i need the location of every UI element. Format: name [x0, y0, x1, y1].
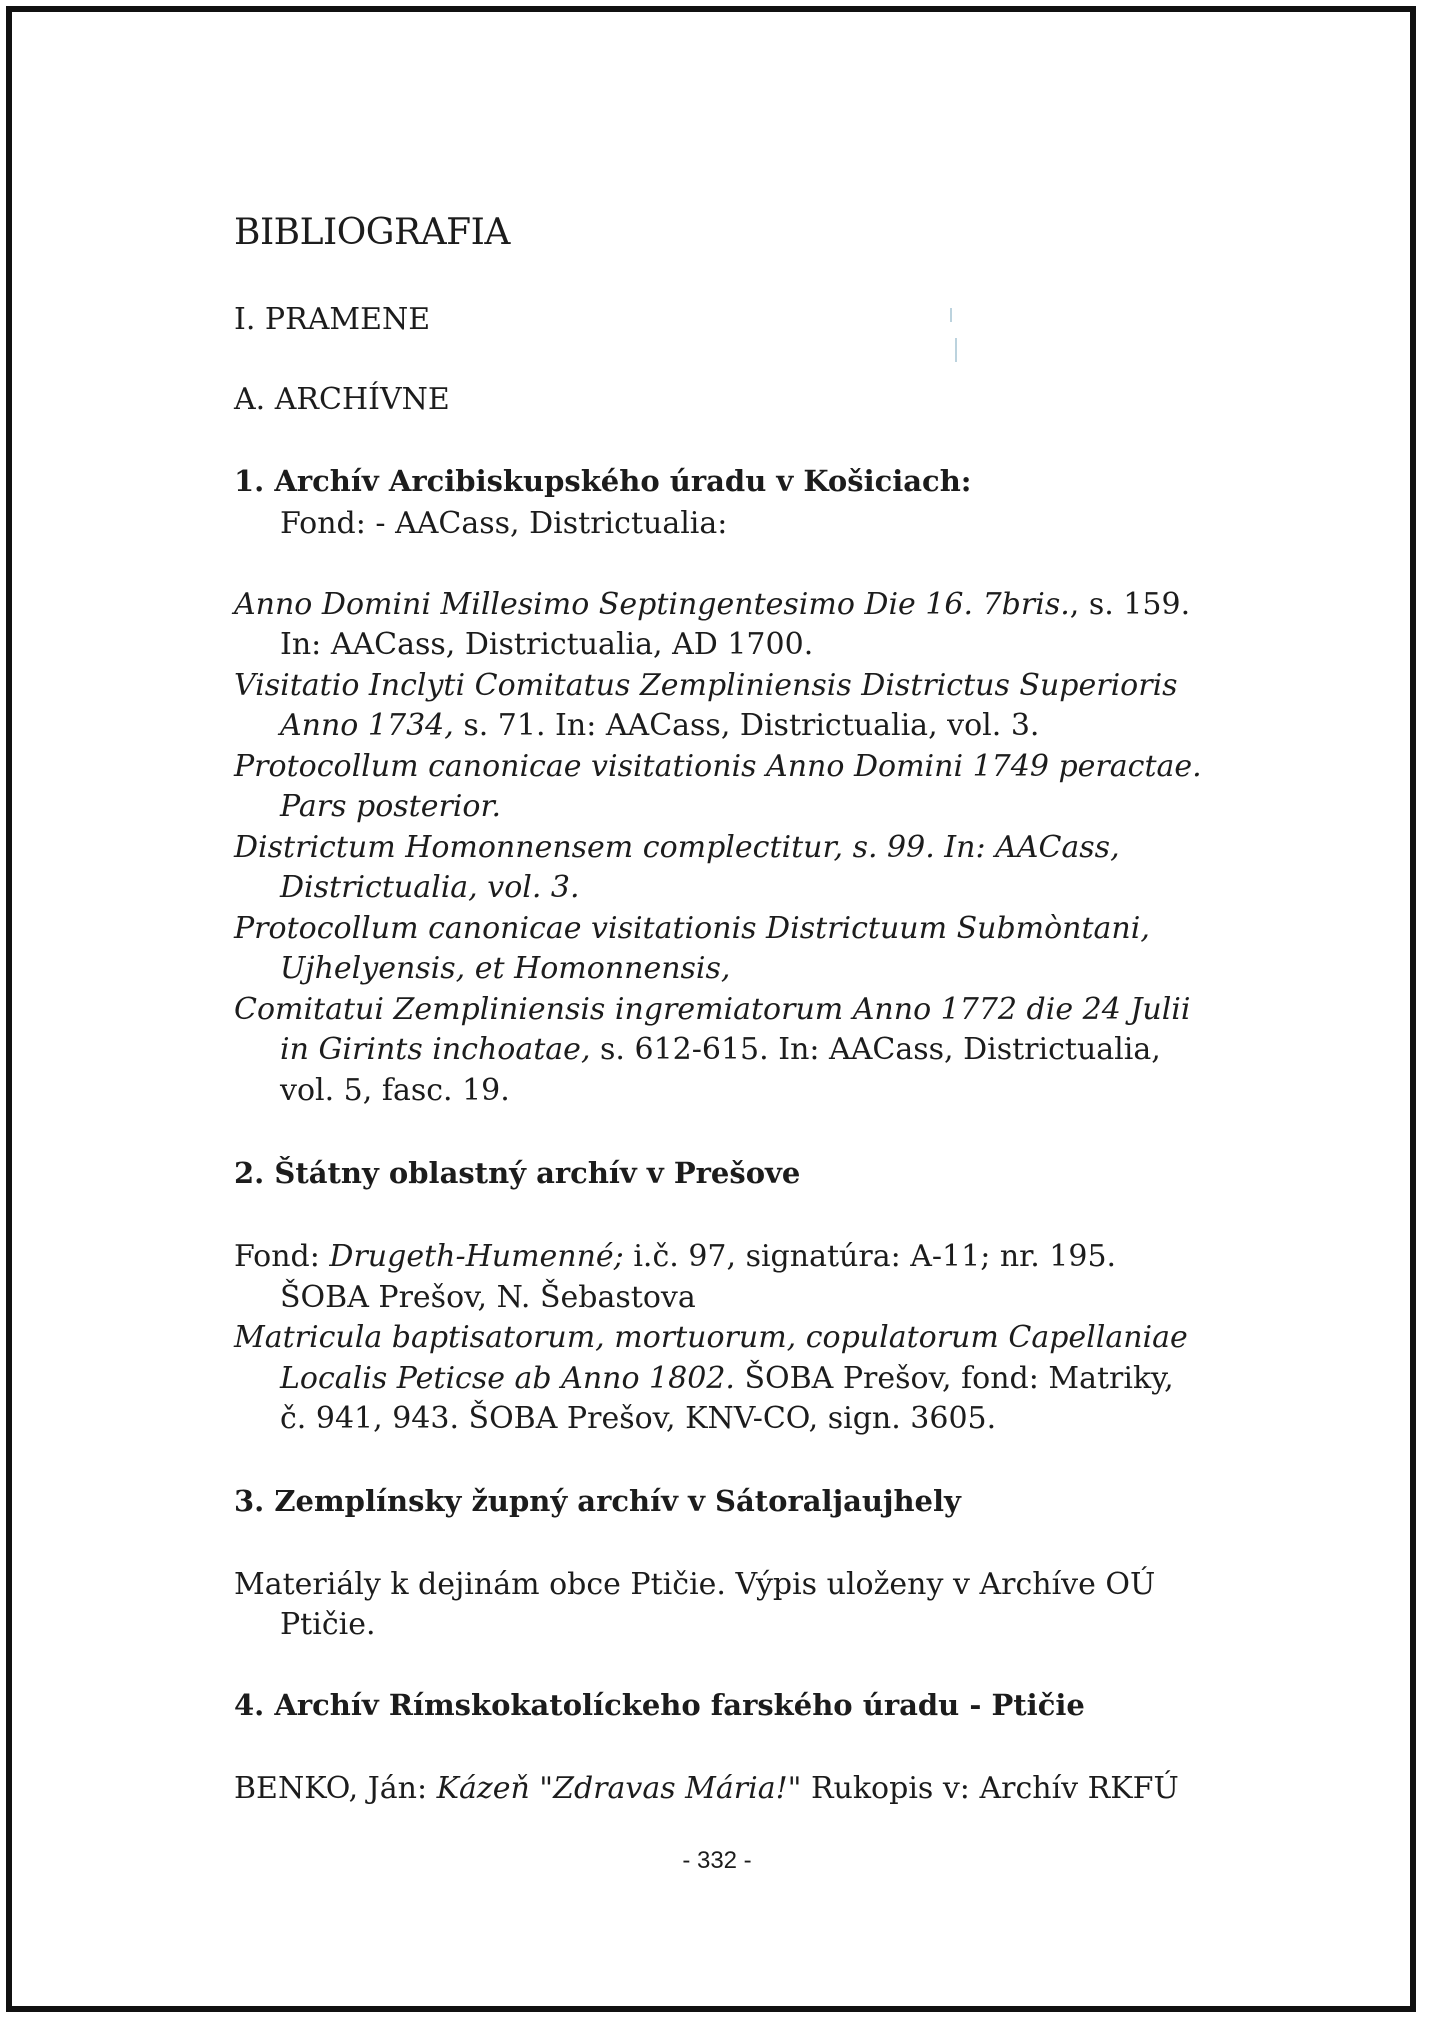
bib-entry-line: Ptičie.	[280, 1607, 376, 1642]
bib-entry-line: ŠOBA Prešov, N. Šebastova	[280, 1280, 696, 1315]
section-title-2: 2. Štátny oblastný archív v Prešove	[234, 1156, 801, 1190]
bib-entry-line: Localis Peticse ab Anno 1802. ŠOBA Prešov, fond: Matriky,	[280, 1361, 1174, 1396]
bib-entry-line: Comitatui Zempliniensis ingremiatorum Anno 1772 die 24 Julii	[234, 992, 1191, 1027]
bib-entry-line: Districtum Homonnensem complectitur, s. 99. In: AACass,	[234, 830, 1120, 865]
bib-entry-line: in Girints inchoatae, s. 612-615. In: AACass, Districtualia,	[280, 1032, 1161, 1067]
bib-entry-line: Pars posterior.	[280, 789, 502, 824]
section-title-4: 4. Archív Rímskokatolíckeho farského úradu - Ptičie	[234, 1688, 1085, 1722]
scan-speck	[955, 338, 957, 362]
bib-entry-line: Districtualia, vol. 3.	[280, 870, 580, 905]
section-title-1: 1. Archív Arcibiskupského úradu v Košiciach:	[234, 464, 972, 498]
bib-entry-line: Anno Domini Millesimo Septingentesimo Die 16. 7bris., s. 159.	[234, 587, 1191, 622]
page-title: BIBLIOGRAFIA	[234, 212, 510, 253]
section-title-3: 3. Zemplínsky župný archív v Sátoraljaujhely	[234, 1484, 961, 1518]
section-subtitle-1: Fond: - AACass, Districtualia:	[280, 506, 728, 541]
bib-entry-line: BENKO, Ján: Kázeň "Zdravas Mária!" Rukopis v: Archív RKFÚ	[234, 1771, 1179, 1806]
bib-entry-line: Matricula baptisatorum, mortuorum, copulatorum Capellaniae	[234, 1320, 1188, 1355]
bib-entry-line: In: AACass, Districtualia, AD 1700.	[280, 627, 814, 662]
bib-entry-line: Materiály k dejinám obce Ptičie. Výpis uloženy v Archíve OÚ	[234, 1567, 1156, 1602]
bib-entry-line: Visitatio Inclyti Comitatus Zempliniensis Districtus Superioris	[234, 668, 1178, 703]
part-heading: I. PRAMENE	[234, 302, 431, 337]
bib-entry-line: Protocollum canonicae visitationis Anno Domini 1749 peractae.	[234, 749, 1202, 784]
bib-entry-line: Fond: Drugeth-Humenné; i.č. 97, signatúra: A-11; nr. 195.	[234, 1239, 1117, 1274]
bib-entry-line: č. 941, 943. ŠOBA Prešov, KNV-CO, sign. 3605.	[280, 1401, 997, 1436]
scan-speck	[950, 308, 952, 322]
bib-entry-line: Protocollum canonicae visitationis Districtuum Submòntani,	[234, 911, 1150, 946]
bib-entry-line: Ujhelyensis, et Homonnensis,	[280, 951, 731, 986]
page	[6, 6, 1416, 2012]
bib-entry-line: Anno 1734, s. 71. In: AACass, Districtualia, vol. 3.	[280, 708, 1040, 743]
subpart-heading: A. ARCHÍVNE	[234, 382, 450, 417]
page-number: - 332 -	[682, 1847, 752, 1874]
bib-entry-line: vol. 5, fasc. 19.	[280, 1073, 510, 1108]
